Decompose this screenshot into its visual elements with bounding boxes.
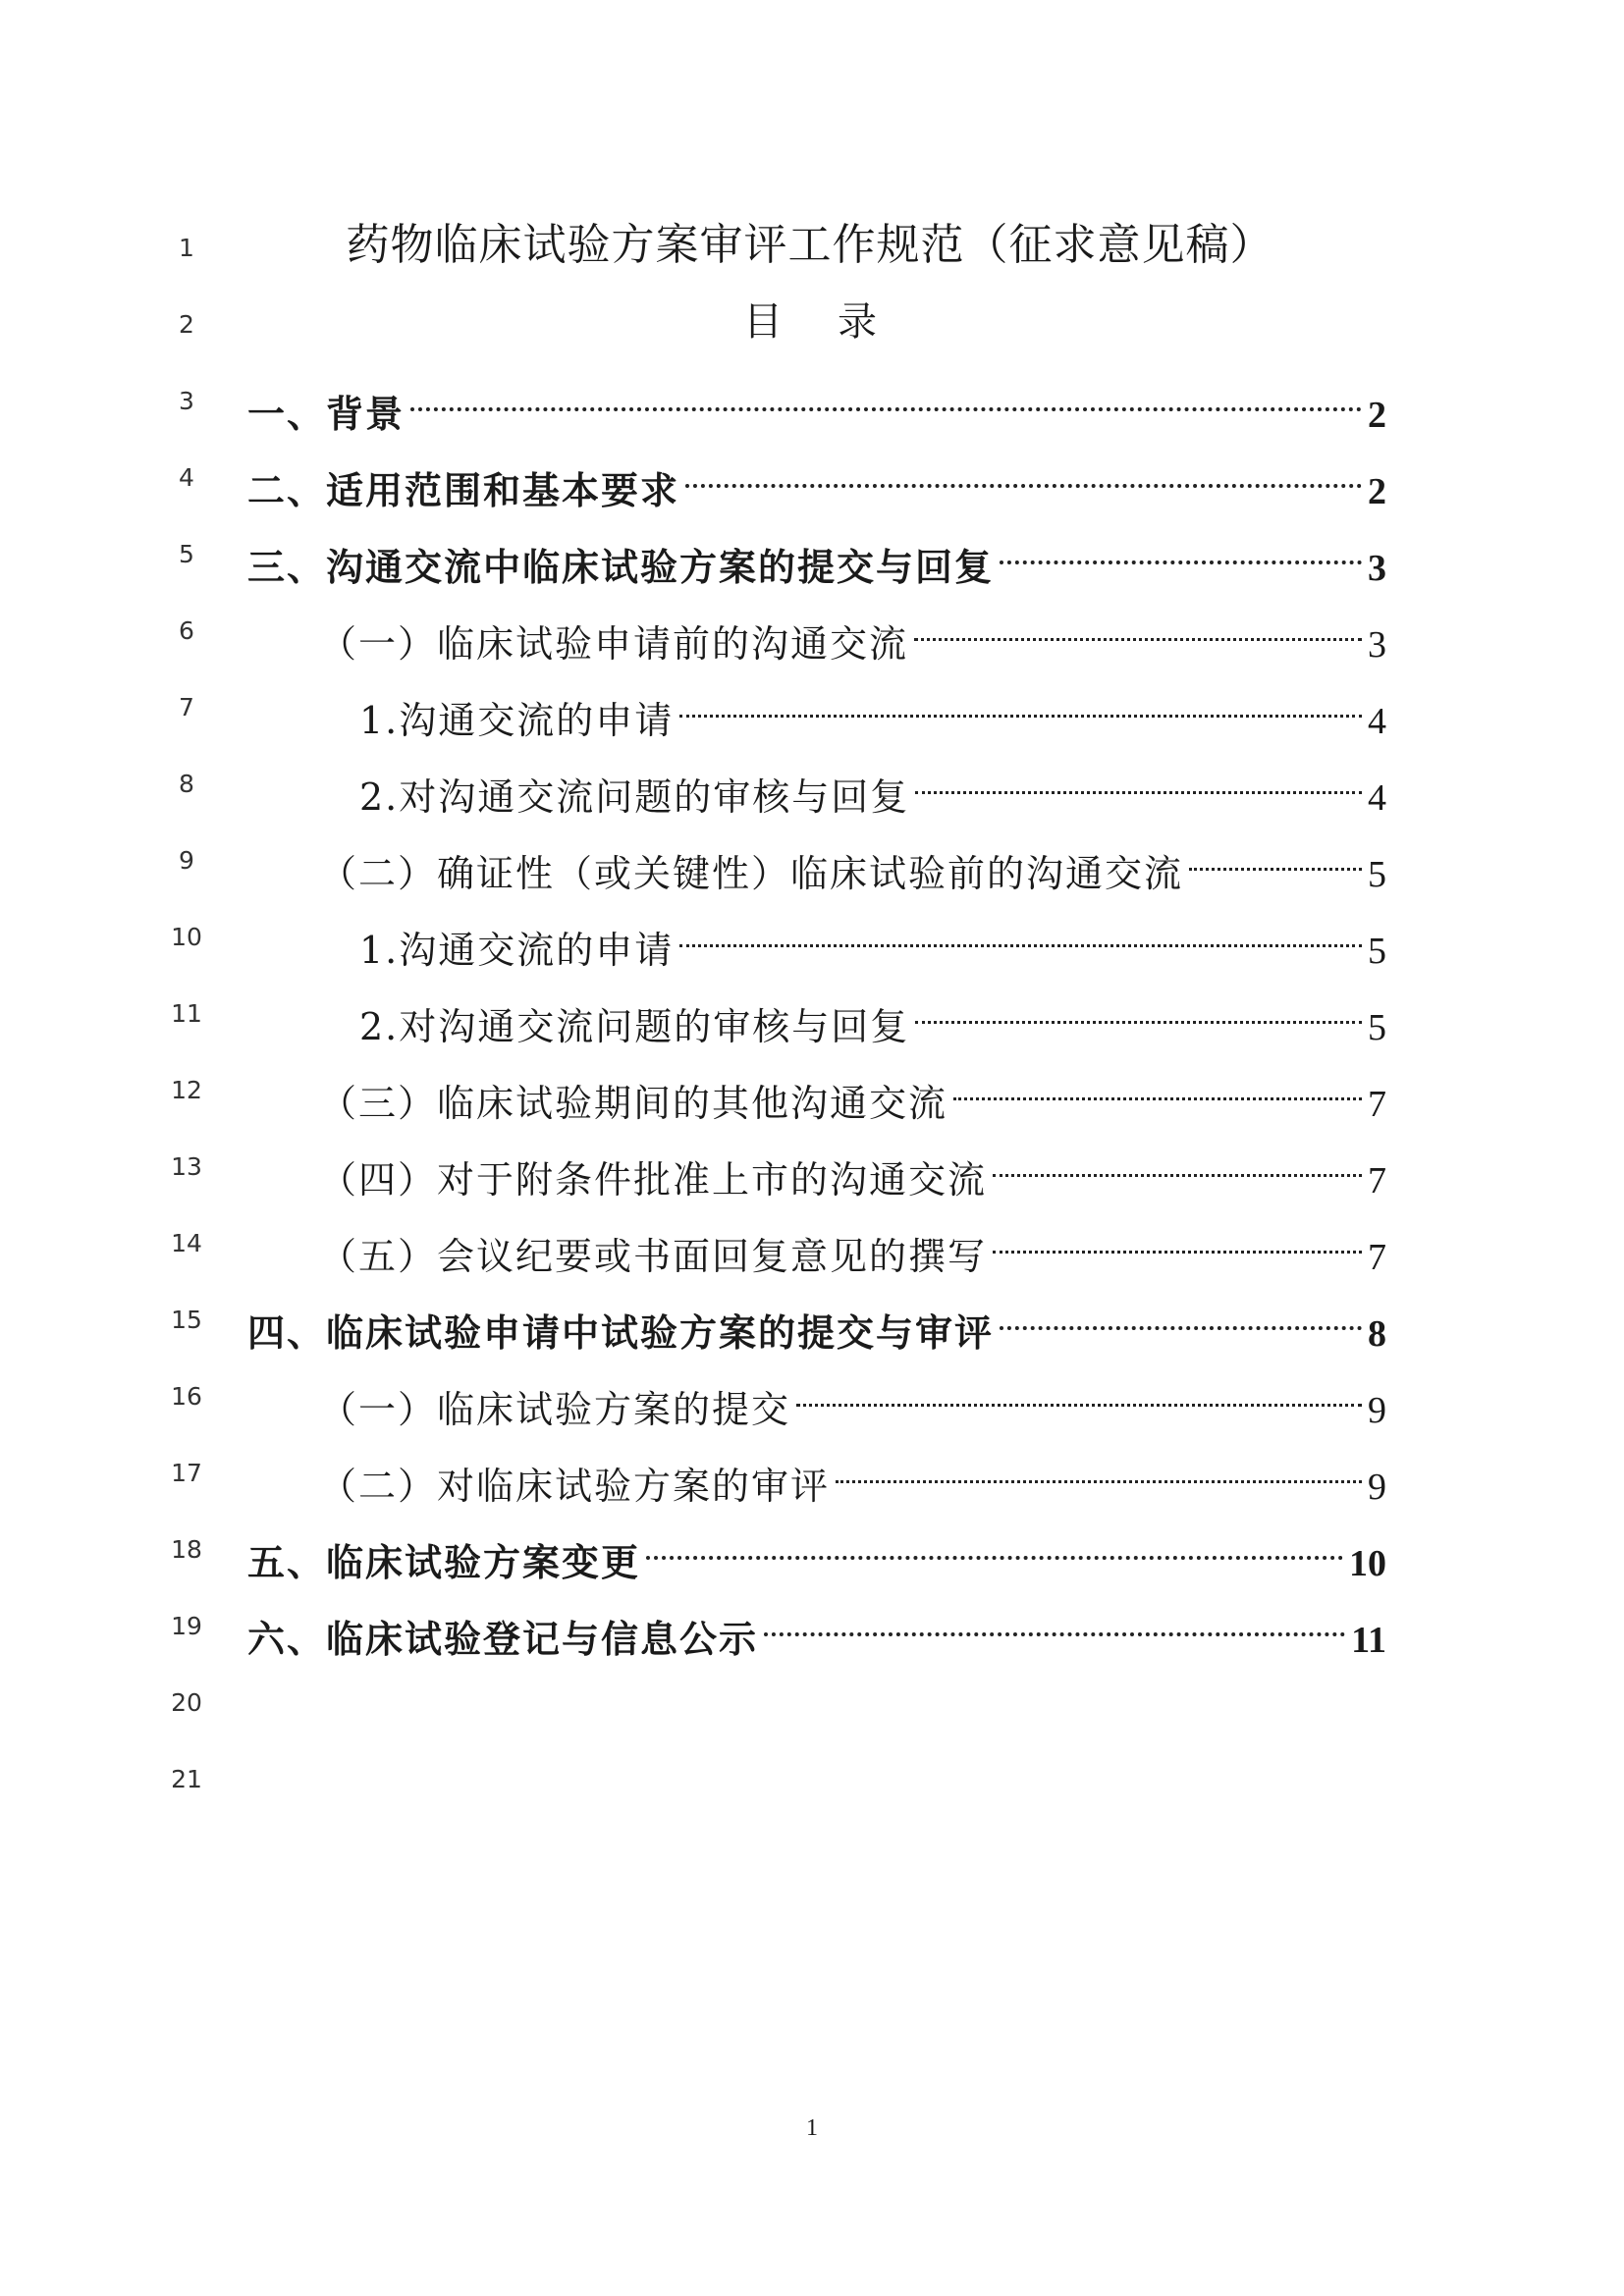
toc-dot-leader xyxy=(836,1440,1362,1499)
toc-entry[interactable] xyxy=(247,1517,1386,1584)
line-number: 10 xyxy=(171,923,202,951)
toc-dot-leader xyxy=(915,751,1362,810)
toc-entry[interactable] xyxy=(319,1210,1386,1278)
line-number: 2 xyxy=(179,310,194,339)
toc-entry-title: 1.沟通交流的申请 xyxy=(359,929,675,972)
toc-entry-title: 四、临床试验申请中试验方案的提交与审评 xyxy=(247,1311,995,1355)
toc-entry[interactable] xyxy=(247,368,1386,436)
toc-dot-leader xyxy=(915,981,1362,1040)
toc-dot-leader xyxy=(410,368,1362,427)
line-number: 14 xyxy=(171,1229,202,1257)
toc-entry[interactable] xyxy=(319,1057,1386,1125)
toc-entry-page-number: 5 xyxy=(1368,854,1386,895)
line-number: 9 xyxy=(179,846,194,875)
toc-entry[interactable] xyxy=(247,521,1386,589)
toc-entry[interactable] xyxy=(247,445,1386,512)
toc-entry-page-number: 7 xyxy=(1368,1237,1386,1278)
toc-entry-title: 三、沟通交流中临床试验方案的提交与回复 xyxy=(247,546,995,589)
toc-entry-title: （二）对临床试验方案的审评 xyxy=(319,1465,831,1508)
toc-entry-page-number: 9 xyxy=(1368,1390,1386,1431)
line-number: 17 xyxy=(171,1459,202,1487)
line-number: 19 xyxy=(171,1612,202,1640)
line-number: 1 xyxy=(179,234,194,262)
line-number: 18 xyxy=(171,1535,202,1564)
toc-entry-page-number: 3 xyxy=(1368,624,1386,666)
line-number: 20 xyxy=(171,1688,202,1717)
toc-entry-title: 二、适用范围和基本要求 xyxy=(247,469,680,512)
toc-dot-leader xyxy=(1189,828,1362,886)
line-number-gutter xyxy=(0,0,245,2296)
line-number: 8 xyxy=(179,770,194,798)
toc-entry-title: 2.对沟通交流问题的审核与回复 xyxy=(359,1005,910,1048)
toc-entry-page-number: 3 xyxy=(1368,548,1386,589)
toc-entry-page-number: 2 xyxy=(1368,395,1386,436)
line-number: 13 xyxy=(171,1152,202,1181)
toc-entry[interactable] xyxy=(319,1363,1386,1431)
line-number: 15 xyxy=(171,1306,202,1334)
page-number: 1 xyxy=(806,2115,818,2141)
line-number: 16 xyxy=(171,1382,202,1411)
toc-entry-page-number: 2 xyxy=(1368,471,1386,512)
toc-entry-title: （四）对于附条件批准上市的沟通交流 xyxy=(319,1158,988,1201)
line-number: 4 xyxy=(179,463,194,492)
toc-entry-page-number: 5 xyxy=(1368,931,1386,972)
toc-dot-leader xyxy=(953,1057,1362,1116)
toc-dot-leader xyxy=(679,674,1362,733)
toc-entry-page-number: 7 xyxy=(1368,1084,1386,1125)
toc-entry[interactable] xyxy=(319,1440,1386,1508)
toc-dot-leader xyxy=(646,1517,1343,1575)
line-number: 21 xyxy=(171,1765,202,1793)
toc-heading-char: 目 xyxy=(743,299,783,345)
toc-entry[interactable] xyxy=(359,904,1386,972)
toc-entry-page-number: 7 xyxy=(1368,1160,1386,1201)
line-number: 12 xyxy=(171,1076,202,1104)
toc-entry-title: （一）临床试验方案的提交 xyxy=(319,1388,791,1431)
toc-dot-leader xyxy=(764,1593,1345,1652)
toc-entry[interactable] xyxy=(247,1287,1386,1355)
toc-entry-page-number: 9 xyxy=(1368,1467,1386,1508)
toc-entry-title: 六、临床试验登记与信息公示 xyxy=(247,1618,759,1661)
toc-heading xyxy=(245,293,1375,351)
toc-entry[interactable] xyxy=(319,1134,1386,1201)
toc-entry[interactable] xyxy=(319,828,1386,895)
toc-dot-leader xyxy=(1000,521,1362,580)
toc-entry[interactable] xyxy=(359,981,1386,1048)
toc-heading-char: 录 xyxy=(838,299,877,345)
toc-entry-title: 一、背景 xyxy=(247,393,406,436)
toc-entry-title: （三）临床试验期间的其他沟通交流 xyxy=(319,1082,948,1125)
line-number: 11 xyxy=(171,999,202,1028)
toc-dot-leader xyxy=(993,1134,1362,1193)
line-number: 3 xyxy=(179,387,194,415)
toc-entry-page-number: 8 xyxy=(1368,1313,1386,1355)
document-title: 药物临床试验方案审评工作规范（征求意见稿） xyxy=(346,220,1274,270)
toc-entry-page-number: 4 xyxy=(1368,777,1386,819)
toc-dot-leader xyxy=(914,598,1362,657)
toc-dot-leader xyxy=(679,904,1362,963)
toc-entry[interactable] xyxy=(319,598,1386,666)
toc-entry[interactable] xyxy=(247,1593,1386,1661)
line-number: 7 xyxy=(179,693,194,721)
toc-entry-title: （二）确证性（或关键性）临床试验前的沟通交流 xyxy=(319,852,1184,895)
toc-entry-title: （五）会议纪要或书面回复意见的撰写 xyxy=(319,1235,988,1278)
toc-entry[interactable] xyxy=(359,674,1386,742)
toc-entry[interactable] xyxy=(359,751,1386,819)
toc-dot-leader xyxy=(685,445,1362,504)
toc-entry-page-number: 10 xyxy=(1349,1543,1386,1584)
toc-dot-leader xyxy=(796,1363,1362,1422)
toc-entry-title: 1.沟通交流的申请 xyxy=(359,699,675,742)
toc-entry-title: 五、临床试验方案变更 xyxy=(247,1541,641,1584)
toc-dot-leader xyxy=(1000,1287,1362,1346)
line-number: 5 xyxy=(179,540,194,568)
toc-dot-leader xyxy=(993,1210,1362,1269)
toc-entry-page-number: 5 xyxy=(1368,1007,1386,1048)
line-number: 6 xyxy=(179,616,194,645)
toc-entry-page-number: 11 xyxy=(1351,1620,1386,1661)
toc-entry-title: 2.对沟通交流问题的审核与回复 xyxy=(359,775,910,819)
toc-entry-page-number: 4 xyxy=(1368,701,1386,742)
toc-entry-title: （一）临床试验申请前的沟通交流 xyxy=(319,622,909,666)
